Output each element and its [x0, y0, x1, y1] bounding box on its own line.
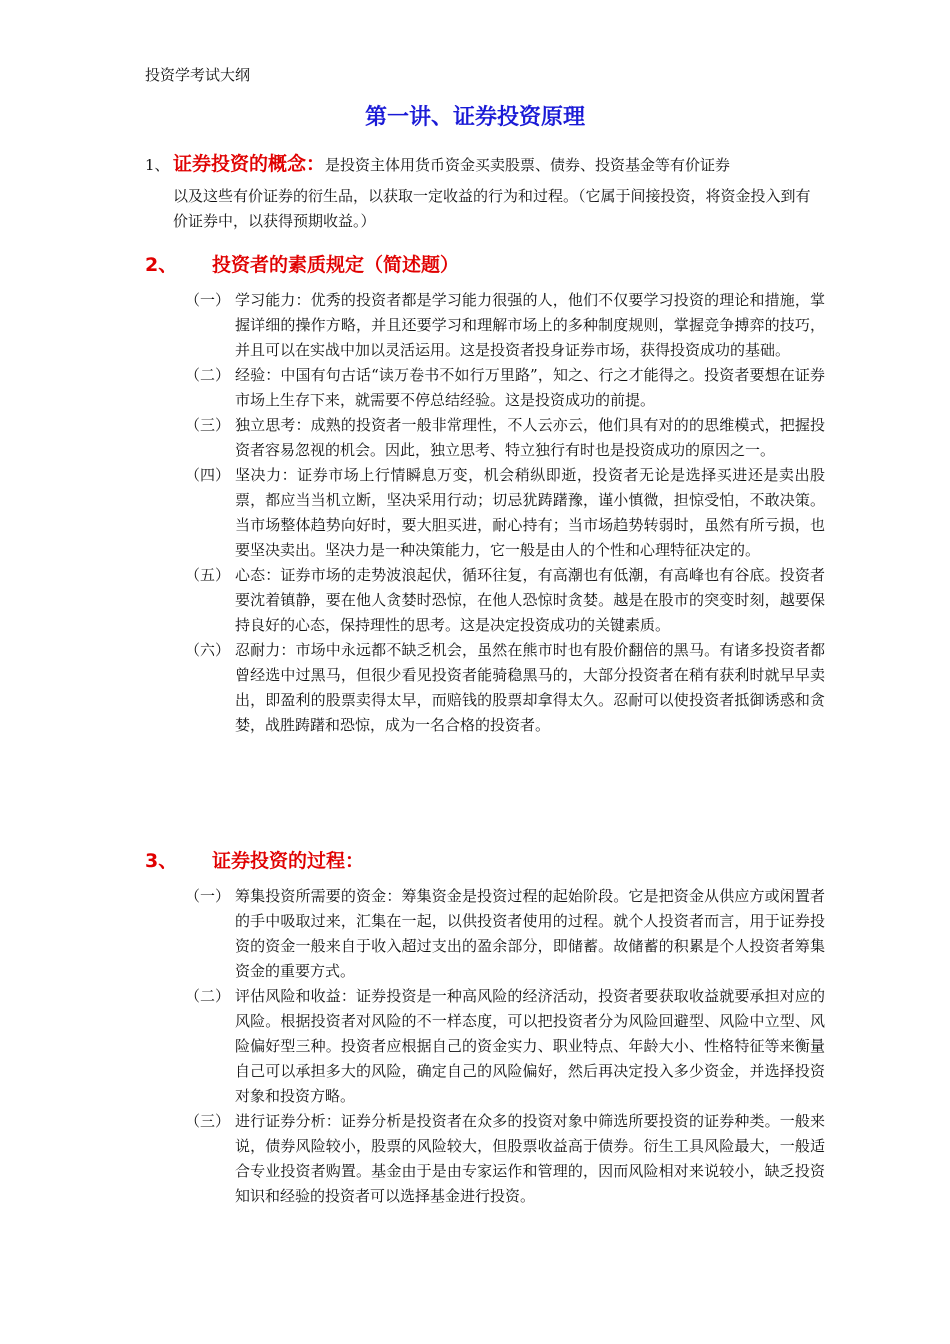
item-index: （一）	[185, 887, 231, 905]
item-text: 独立思考：成熟的投资者一般非常理性，不人云亦云，他们具有对的的思维模式，把握投资者容易忽视的机会。因此，独立思考、特立独行有时也是投资成功的原因之一。	[235, 416, 825, 459]
list-item	[185, 638, 825, 738]
item-index: （三）	[185, 416, 231, 434]
item-text: 坚决力：证券市场上行情瞬息万变，机会稍纵即逝，投资者无论是选择买进还是卖出股票，都应当当机立断，坚决采用行动；切忌犹踌躇豫，谨小慎微，担惊受怕，不敢决策。当市场整体趋势向好时，要大胆买进，耐心持有；当市场趋势转弱时，虽然有所亏损，也要坚决卖出。坚决力是一种决策能力，它一般是由人的个性和心理特征决定的。	[235, 466, 825, 559]
item-index: （三）	[185, 1112, 231, 1130]
page-header: 投资学考试大纲	[145, 66, 251, 84]
item-text: 学习能力：优秀的投资者都是学习能力很强的人，他们不仅要学习投资的理论和措施，掌握详细的操作方略，并且还要学习和理解市场上的多种制度规则，掌握竞争搏弈的技巧，并且可以在实战中加以灵活运用。这是投资者投身证券市场，获得投资成功的基础。	[235, 291, 825, 359]
section-3-heading	[145, 846, 364, 873]
item-index: （二）	[185, 366, 231, 384]
item-text: 进行证券分析：证券分析是投资者在众多的投资对象中筛选所要投资的证券种类。一般来说，债券风险较小，股票的风险较大，但股票收益高于债券。衍生工具风险最大，一般适合专业投资者购置。基金由于是由专家运作和管理的，因而风险相对来说较小，缺乏投资知识和经验的投资者可以选择基金进行投资。	[235, 1112, 825, 1205]
list-item	[185, 563, 825, 638]
item-text: 忍耐力：市场中永远都不缺乏机会，虽然在熊市时也有股价翻倍的黑马。有诸多投资者都曾经选中过黑马，但很少看见投资者能骑稳黑马的，大部分投资者在稍有获利时就早早卖出，即盈利的股票卖得太早，而赔钱的股票却拿得太久。忍耐可以使投资者抵御诱惑和贪婪，战胜踌躇和恐惊，成为一名合格的投资者。	[235, 641, 825, 734]
list-item	[185, 984, 825, 1109]
list-item	[185, 884, 825, 984]
item-text: 筹集投资所需要的资金：筹集资金是投资过程的起始阶段。它是把资金从供应方或闲置者的手中吸取过来，汇集在一起，以供投资者使用的过程。就个人投资者而言，用于证券投资的资金一般来自于收入超过支出的盈余部分，即储蓄。故储蓄的积累是个人投资者筹集资金的重要方式。	[235, 887, 825, 980]
list-item	[185, 463, 825, 563]
item-index: （四）	[185, 466, 231, 484]
section-2-number: 2、	[145, 254, 178, 276]
item-index: （五）	[185, 566, 231, 584]
page-title: 第一讲、证券投资原理	[364, 105, 585, 130]
section-2-heading	[145, 250, 459, 277]
item-text: 评估风险和收益：证券投资是一种高风险的经济活动，投资者要获取收益就要承担对应的风险。根据投资者对风险的不一样态度，可以把投资者分为风险回避型、风险中立型、风险偏好型三种。投资者应根据自己的资金实力、职业特点、年龄大小、性格特征等来衡量自己可以承担多大的风险，确定自己的风险偏好，然后再决定投入多少资金，并选择投资对象和投资方略。	[235, 987, 825, 1105]
section-1	[145, 152, 820, 234]
section-1-continuation: 以及这些有价证券的衍生品，以获取一定收益的行为和过程。（它属于间接投资，将资金投入到有价证券中，以获得预期收益。）	[173, 187, 811, 230]
item-text: 经验：中国有句古话“读万卷书不如行万里路”，知之、行之才能得之。投资者要想在证券市场上生存下来，就需要不停总结经验。这是投资成功的前提。	[235, 366, 825, 409]
section-1-line	[145, 152, 820, 178]
item-text: 心态：证券市场的走势波浪起伏，循环往复，有高潮也有低潮，有高峰也有谷底。投资者要沈着镇静，要在他人贪婪时恐惊，在他人恐惊时贪婪。越是在股市的突变时刻，越要保持良好的心态，保持理性的思考。这是决定投资成功的关键素质。	[235, 566, 825, 634]
list-item	[185, 413, 825, 463]
list-item	[185, 1109, 825, 1209]
section-1-keyword: 证券投资的概念：	[173, 153, 326, 175]
item-index: （六）	[185, 641, 231, 659]
section-2-title: 投资者的素质规定（简述题）	[212, 254, 460, 276]
list-item	[185, 288, 825, 363]
section-3-list	[185, 884, 825, 1209]
section-1-text: 是投资主体用货币资金买卖股票、债券、投资基金等有价证券	[325, 156, 731, 174]
list-item	[185, 363, 825, 413]
section-3-number: 3、	[145, 850, 178, 872]
section-2-list	[185, 288, 825, 738]
item-index: （二）	[185, 987, 231, 1005]
section-1-number: 1、	[145, 156, 170, 174]
section-3-title: 证券投资的过程：	[212, 850, 365, 872]
item-index: （一）	[185, 291, 231, 309]
